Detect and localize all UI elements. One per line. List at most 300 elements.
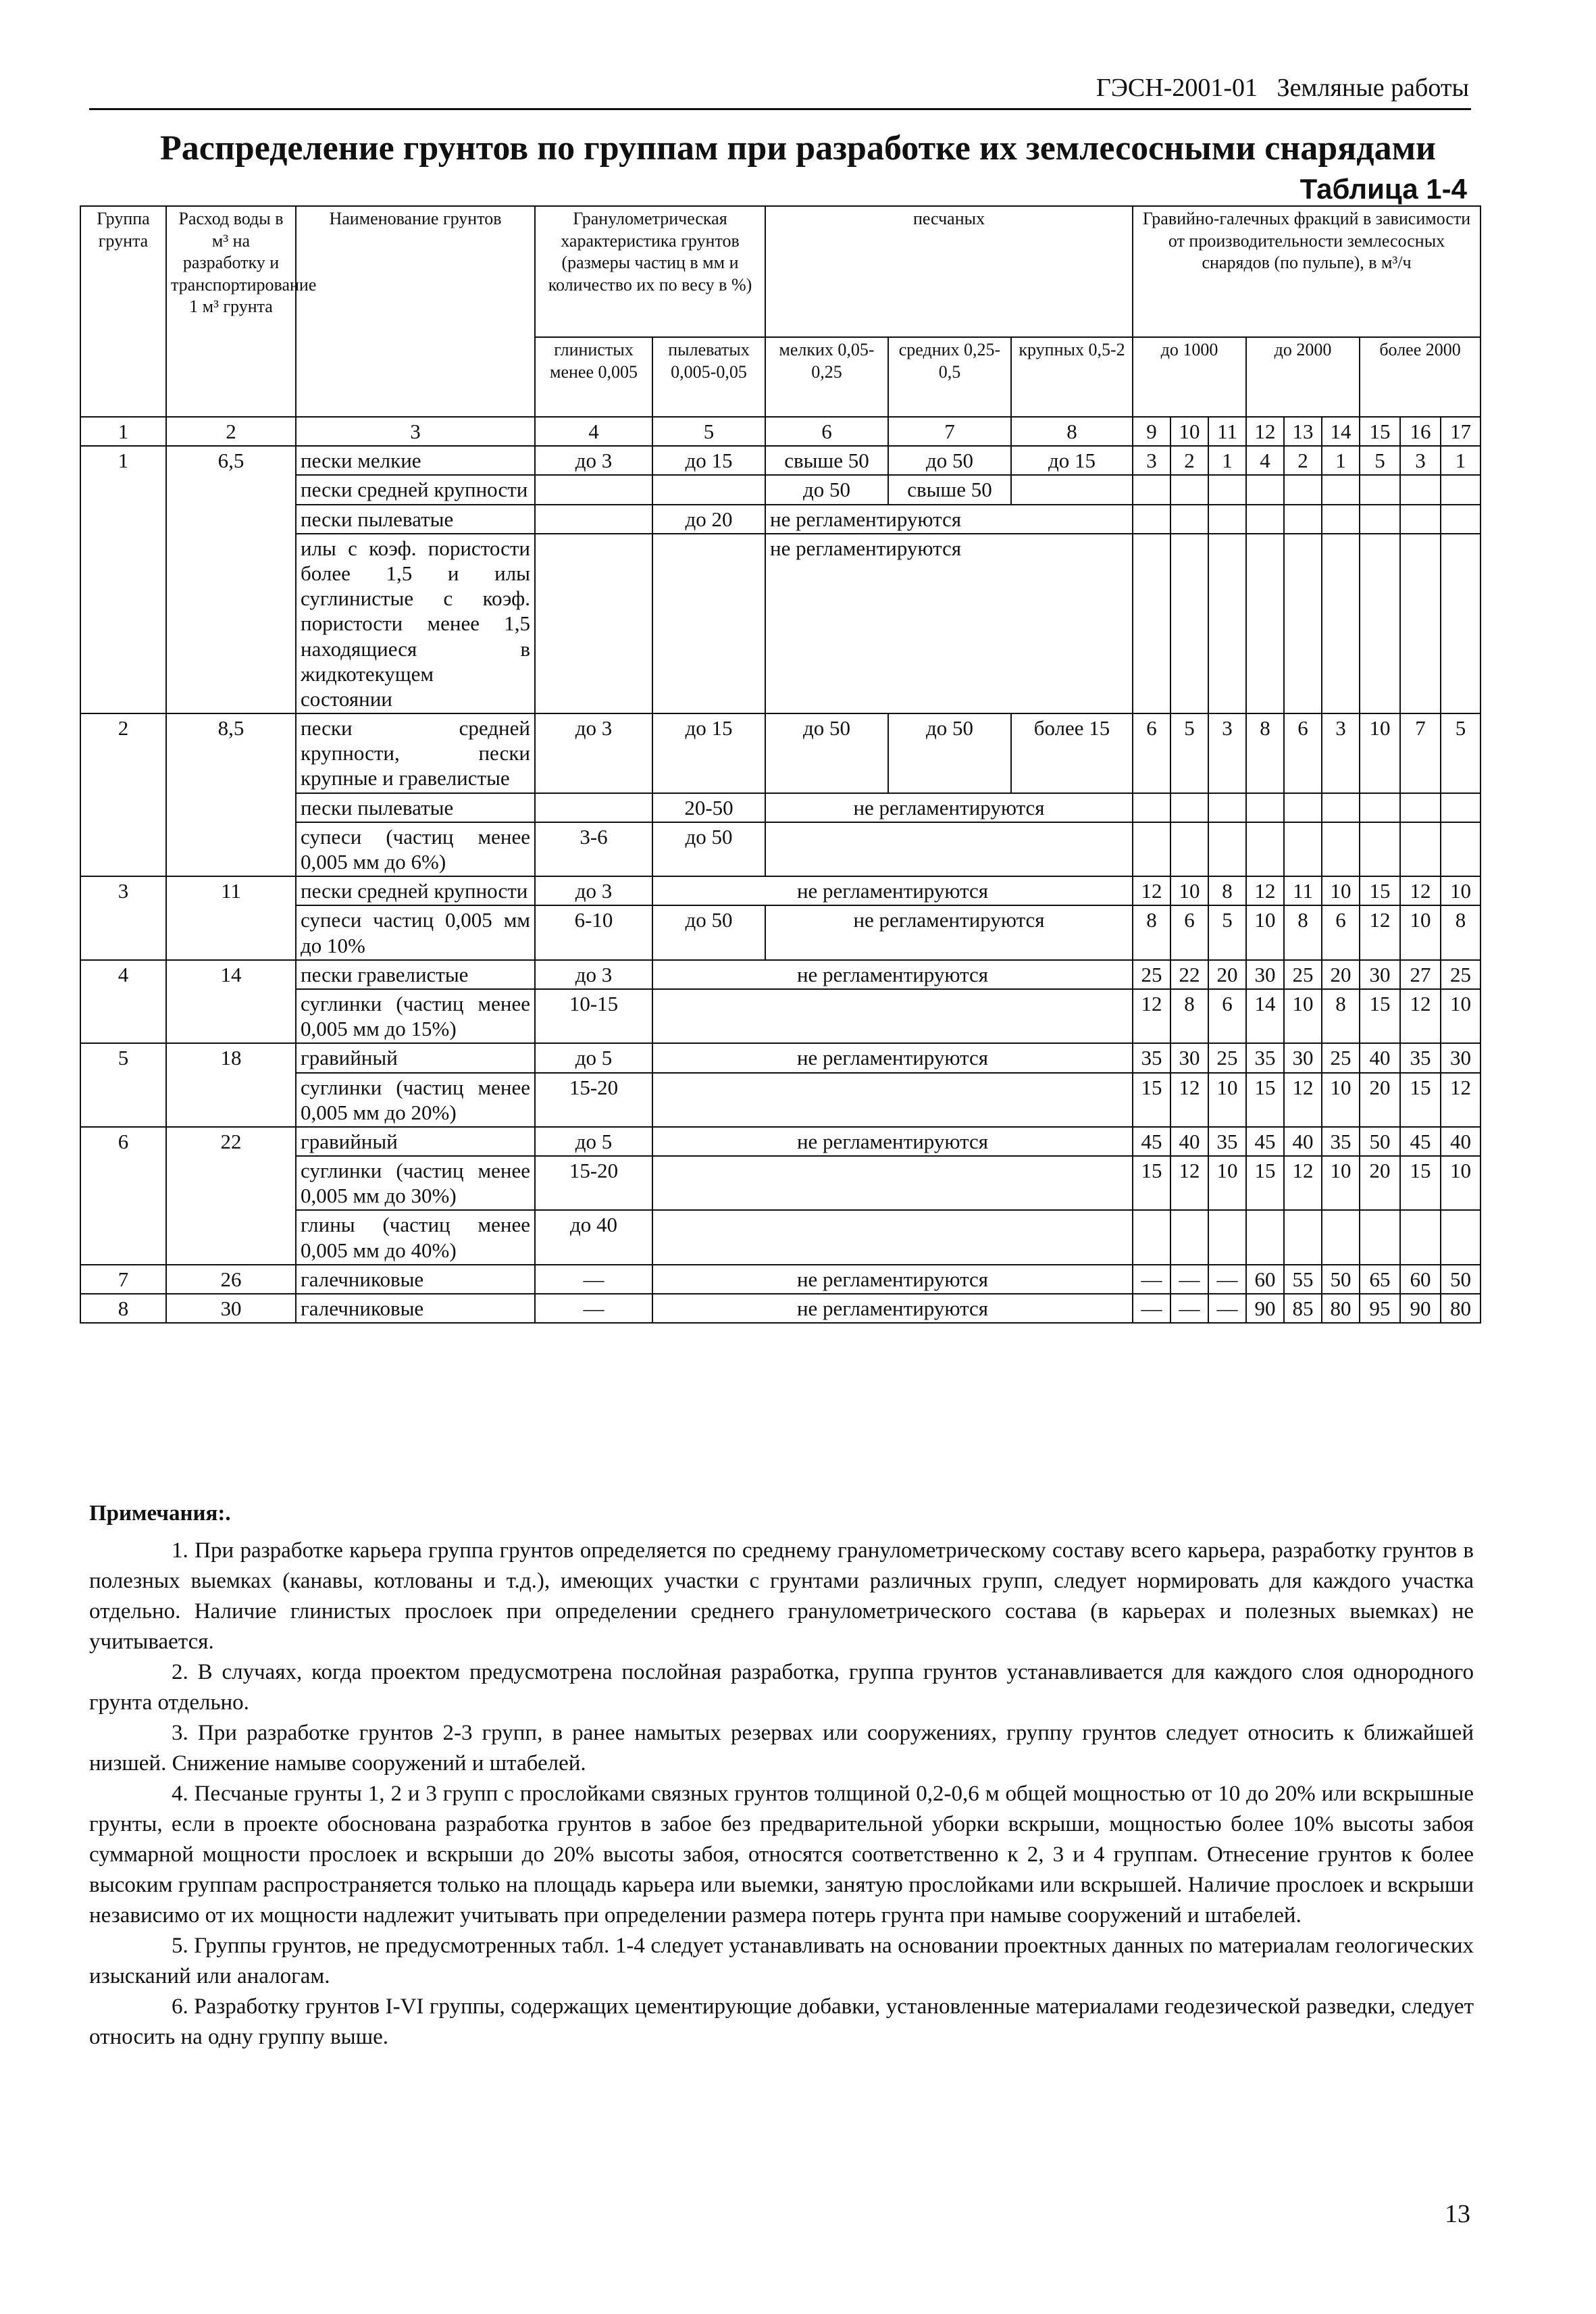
medium-cell: до 50 <box>888 713 1011 793</box>
empty-cell <box>652 1073 1133 1127</box>
value-cell <box>1441 1210 1481 1264</box>
value-cell: 60 <box>1400 1265 1441 1294</box>
value-cell: 45 <box>1246 1127 1284 1156</box>
col-num: 5 <box>652 417 765 446</box>
value-cell: 12 <box>1170 1073 1208 1127</box>
value-cell <box>1360 505 1400 534</box>
value-cell: 7 <box>1400 713 1441 793</box>
notes-section <box>89 1499 1474 2053</box>
value-cell <box>1360 822 1400 876</box>
water-cell: 11 <box>166 876 296 960</box>
value-cell: 8 <box>1284 905 1322 959</box>
value-cell: 35 <box>1133 1043 1170 1072</box>
value-cell: 8 <box>1208 876 1246 905</box>
value-cell <box>1133 475 1170 504</box>
value-cell <box>1284 534 1322 713</box>
medium-cell: свыше 50 <box>888 475 1011 504</box>
value-cell: 12 <box>1441 1073 1481 1127</box>
not-regulated-cell: не регламентируются <box>652 1265 1133 1294</box>
not-regulated-cell: не регламентируются <box>765 505 1133 534</box>
medium-cell: до 50 <box>888 446 1011 475</box>
soil-name: супеси (частиц менее 0,005 мм до 6%) <box>296 822 535 876</box>
th-coarse: крупных 0,5-2 <box>1011 337 1133 417</box>
value-cell: 10 <box>1208 1073 1246 1127</box>
value-cell: 8 <box>1170 989 1208 1043</box>
dust-cell <box>652 534 765 713</box>
value-cell: 50 <box>1441 1265 1481 1294</box>
not-regulated-cell: не регламентируются <box>765 793 1133 822</box>
value-cell: 10 <box>1400 905 1441 959</box>
value-cell: 3 <box>1322 713 1360 793</box>
soil-name: пески гравелистые <box>296 960 535 989</box>
value-cell <box>1441 822 1481 876</box>
value-cell: 20 <box>1208 960 1246 989</box>
value-cell: 1 <box>1441 446 1481 475</box>
value-cell <box>1284 505 1322 534</box>
clay-cell: до 3 <box>535 960 652 989</box>
value-cell: 4 <box>1246 446 1284 475</box>
value-cell: 90 <box>1246 1294 1284 1323</box>
value-cell: 15 <box>1360 989 1400 1043</box>
value-cell: 15 <box>1400 1156 1441 1210</box>
value-cell: 12 <box>1133 989 1170 1043</box>
value-cell <box>1360 793 1400 822</box>
soil-name: пески средней крупности, пески крупные и гравелистые <box>296 713 535 793</box>
value-cell <box>1246 1210 1284 1264</box>
header-rule <box>89 108 1471 110</box>
value-cell: 40 <box>1441 1127 1481 1156</box>
running-header <box>1096 73 1469 103</box>
value-cell: 8 <box>1322 989 1360 1043</box>
value-cell <box>1170 475 1208 504</box>
clay-cell <box>535 534 652 713</box>
th-prod-over-2000: более 2000 <box>1360 337 1481 417</box>
clay-cell: — <box>535 1294 652 1323</box>
value-cell: 20 <box>1322 960 1360 989</box>
value-cell <box>1360 1210 1400 1264</box>
value-cell: 30 <box>1441 1043 1481 1072</box>
value-cell: 30 <box>1360 960 1400 989</box>
soil-name: суглинки (частиц менее 0,005 мм до 20%) <box>296 1073 535 1127</box>
clay-cell: до 5 <box>535 1127 652 1156</box>
value-cell: 60 <box>1246 1265 1284 1294</box>
empty-cell <box>652 989 1133 1043</box>
value-cell <box>1322 793 1360 822</box>
value-cell: 12 <box>1246 876 1284 905</box>
soil-name: илы с коэф. пористости более 1,5 и илы суглинистые с коэф. пористости менее 1,5 находящиеся в жидкотекущем состоянии <box>296 534 535 713</box>
note-paragraph: 4. Песчаные грунты 1, 2 и 3 групп с прослойками связных грунтов толщиной 0,2-0,6 м общей мощностью от 10 до 20% или вскрышные грунты, если в проекте обоснована разработка грунтов в забое без предварительной уборки вскрыши, мощностью более 10% высоты забоя суммарной мощности прослоек и вскрыши до 20% высоты забоя, относятся соответственно к 2, 3 и 4 группам. Отнесение грунтов к более высоким группам распространяется только на площадь карьера или выемки, занятую прослойками или вскрышей. Наличие прослоек и вскрыши независимо от их мощности надлежит учитывать при определении размера потерь грунта при намыве сооружений и штабелей. <box>89 1782 1474 1928</box>
value-cell: 25 <box>1133 960 1170 989</box>
value-cell: 15 <box>1133 1073 1170 1127</box>
value-cell: — <box>1133 1265 1170 1294</box>
value-cell: 25 <box>1284 960 1322 989</box>
th-fine: мелких 0,05-0,25 <box>765 337 888 417</box>
value-cell: 12 <box>1400 876 1441 905</box>
value-cell: 12 <box>1170 1156 1208 1210</box>
value-cell: 10 <box>1441 989 1481 1043</box>
value-cell: 15 <box>1133 1156 1170 1210</box>
note-paragraph: 5. Группы грунтов, не предусмотренных табл. 1-4 следует устанавливать на основании проектных данных по материалам геологических изысканий или аналогам. <box>89 1934 1474 1988</box>
not-regulated-cell: не регламентируются <box>652 876 1133 905</box>
soil-name: суглинки (частиц менее 0,005 мм до 30%) <box>296 1156 535 1210</box>
value-cell: 85 <box>1284 1294 1322 1323</box>
water-cell: 14 <box>166 960 296 1044</box>
value-cell: 15 <box>1246 1073 1284 1127</box>
value-cell <box>1400 822 1441 876</box>
value-cell: 80 <box>1441 1294 1481 1323</box>
value-cell: 1 <box>1322 446 1360 475</box>
value-cell: 12 <box>1400 989 1441 1043</box>
value-cell <box>1441 793 1481 822</box>
col-num: 9 <box>1133 417 1170 446</box>
value-cell: 5 <box>1441 713 1481 793</box>
value-cell: — <box>1208 1294 1246 1323</box>
dust-cell: 20-50 <box>652 793 765 822</box>
col-num: 7 <box>888 417 1011 446</box>
value-cell <box>1170 534 1208 713</box>
value-cell <box>1208 793 1246 822</box>
not-regulated-cell: не регламентируются <box>652 1043 1133 1072</box>
value-cell: 30 <box>1170 1043 1208 1072</box>
th-dust: пылеватых 0,005-0,05 <box>652 337 765 417</box>
empty-cell <box>652 1156 1133 1210</box>
note-paragraph: 2. В случаях, когда проектом предусмотрена послойная разработка, группа грунтов устанавливается для каждого слоя однородного грунта отдельно. <box>89 1660 1474 1715</box>
value-cell <box>1208 505 1246 534</box>
value-cell <box>1441 534 1481 713</box>
soil-name: пески средней крупности <box>296 475 535 504</box>
group-cell: 6 <box>80 1127 166 1265</box>
value-cell: 14 <box>1246 989 1284 1043</box>
th-prod-1000: до 1000 <box>1133 337 1246 417</box>
col-num: 12 <box>1246 417 1284 446</box>
not-regulated-cell: не регламентируются <box>652 960 1133 989</box>
table-row <box>80 960 1481 989</box>
clay-cell: — <box>535 1265 652 1294</box>
value-cell <box>1170 822 1208 876</box>
value-cell <box>1400 534 1441 713</box>
value-cell: 10 <box>1441 1156 1481 1210</box>
value-cell <box>1246 505 1284 534</box>
value-cell <box>1170 505 1208 534</box>
table-row <box>80 1043 1481 1072</box>
value-cell: 3 <box>1208 713 1246 793</box>
value-cell: 27 <box>1400 960 1441 989</box>
note-paragraph: 3. При разработке грунтов 2-3 групп, в ранее намытых резервах или сооружениях, группу грунтов следует относить к ближайшей низшей. Снижение намыве сооружений и штабелей. <box>89 1721 1474 1776</box>
clay-cell: до 3 <box>535 876 652 905</box>
group-cell: 1 <box>80 446 166 713</box>
value-cell: 10 <box>1322 876 1360 905</box>
value-cell <box>1400 505 1441 534</box>
value-cell: 15 <box>1360 876 1400 905</box>
value-cell <box>1322 822 1360 876</box>
fine-cell: до 50 <box>765 713 888 793</box>
value-cell <box>1208 1210 1246 1264</box>
soil-name: пески пылеватые <box>296 793 535 822</box>
value-cell <box>1441 505 1481 534</box>
coarse-cell: более 15 <box>1011 713 1133 793</box>
group-cell: 7 <box>80 1265 166 1294</box>
page-number: 13 <box>1445 2200 1470 2228</box>
table-row <box>80 446 1481 475</box>
value-cell <box>1322 505 1360 534</box>
col-num: 8 <box>1011 417 1133 446</box>
water-cell: 8,5 <box>166 713 296 876</box>
soil-name: пески пылеватые <box>296 505 535 534</box>
value-cell <box>1360 475 1400 504</box>
th-clay: глинистых менее 0,005 <box>535 337 652 417</box>
clay-cell: 10-15 <box>535 989 652 1043</box>
water-cell: 6,5 <box>166 446 296 713</box>
value-cell <box>1208 475 1246 504</box>
value-cell <box>1246 822 1284 876</box>
value-cell: — <box>1133 1294 1170 1323</box>
value-cell <box>1400 793 1441 822</box>
value-cell: 5 <box>1208 905 1246 959</box>
value-cell <box>1284 793 1322 822</box>
value-cell: 10 <box>1322 1073 1360 1127</box>
value-cell <box>1133 822 1170 876</box>
value-cell: 25 <box>1208 1043 1246 1072</box>
table-label: Таблица 1-4 <box>1299 173 1467 205</box>
value-cell: 2 <box>1170 446 1208 475</box>
clay-cell: 6-10 <box>535 905 652 959</box>
group-cell: 8 <box>80 1294 166 1323</box>
water-cell: 30 <box>166 1294 296 1323</box>
notes-title: Примечания:. <box>89 1501 231 1526</box>
value-cell: 40 <box>1170 1127 1208 1156</box>
soil-name: супеси частиц 0,005 мм до 10% <box>296 905 535 959</box>
not-regulated-cell: не регламентируются <box>652 1127 1133 1156</box>
col-num: 3 <box>296 417 535 446</box>
clay-cell: до 5 <box>535 1043 652 1072</box>
value-cell <box>1208 822 1246 876</box>
col-num: 13 <box>1284 417 1322 446</box>
value-cell <box>1133 793 1170 822</box>
value-cell <box>1400 475 1441 504</box>
value-cell: 6 <box>1133 713 1170 793</box>
soil-name: глины (частиц менее 0,005 мм до 40%) <box>296 1210 535 1264</box>
not-regulated-cell: не регламентируются <box>652 1294 1133 1323</box>
value-cell: 55 <box>1284 1265 1322 1294</box>
fine-cell: до 50 <box>765 475 888 504</box>
value-cell: 22 <box>1170 960 1208 989</box>
soil-name: пески средней крупности <box>296 876 535 905</box>
value-cell <box>1322 1210 1360 1264</box>
value-cell: 45 <box>1400 1127 1441 1156</box>
col-num: 14 <box>1322 417 1360 446</box>
col-num: 15 <box>1360 417 1400 446</box>
dust-cell: до 50 <box>652 822 765 876</box>
th-gravel: Гравийно-галечных фракций в зависимости от производительности землесосных снарядов (по пульпе), в м³/ч <box>1133 206 1481 337</box>
group-cell: 4 <box>80 960 166 1044</box>
value-cell: 1 <box>1208 446 1246 475</box>
group-cell: 3 <box>80 876 166 960</box>
value-cell: 2 <box>1284 446 1322 475</box>
table-row <box>80 876 1481 905</box>
group-cell: 2 <box>80 713 166 876</box>
dust-cell: до 15 <box>652 713 765 793</box>
value-cell: 12 <box>1133 876 1170 905</box>
empty-cell <box>765 822 1133 876</box>
soil-name: гравийный <box>296 1127 535 1156</box>
value-cell <box>1322 534 1360 713</box>
value-cell: — <box>1208 1265 1246 1294</box>
value-cell: 5 <box>1360 446 1400 475</box>
value-cell: 6 <box>1208 989 1246 1043</box>
value-cell: 8 <box>1246 713 1284 793</box>
clay-cell: 15-20 <box>535 1156 652 1210</box>
value-cell: 11 <box>1284 876 1322 905</box>
value-cell <box>1284 475 1322 504</box>
fine-cell: свыше 50 <box>765 446 888 475</box>
dust-cell: до 15 <box>652 446 765 475</box>
value-cell: 95 <box>1360 1294 1400 1323</box>
not-regulated-cell: не регламентируются <box>765 905 1133 959</box>
value-cell: 5 <box>1170 713 1208 793</box>
value-cell: 50 <box>1322 1265 1360 1294</box>
value-cell: 30 <box>1284 1043 1322 1072</box>
value-cell: 10 <box>1170 876 1208 905</box>
value-cell: 12 <box>1284 1073 1322 1127</box>
soil-name: пески мелкие <box>296 446 535 475</box>
value-cell: 3 <box>1133 446 1170 475</box>
value-cell: 10 <box>1441 876 1481 905</box>
value-cell: 10 <box>1208 1156 1246 1210</box>
value-cell: 40 <box>1360 1043 1400 1072</box>
value-cell: 65 <box>1360 1265 1400 1294</box>
clay-cell: до 40 <box>535 1210 652 1264</box>
th-group: Группа грунта <box>80 206 166 417</box>
value-cell: 35 <box>1400 1043 1441 1072</box>
value-cell: 35 <box>1322 1127 1360 1156</box>
value-cell <box>1246 475 1284 504</box>
value-cell <box>1208 534 1246 713</box>
clay-cell: 15-20 <box>535 1073 652 1127</box>
value-cell: 15 <box>1400 1073 1441 1127</box>
value-cell <box>1170 1210 1208 1264</box>
value-cell: 10 <box>1360 713 1400 793</box>
dust-cell <box>652 475 765 504</box>
col-num: 11 <box>1208 417 1246 446</box>
value-cell: — <box>1170 1265 1208 1294</box>
value-cell: 40 <box>1284 1127 1322 1156</box>
value-cell <box>1133 1210 1170 1264</box>
doc-code: ГЭСН-2001-01 <box>1096 74 1258 102</box>
clay-cell <box>535 505 652 534</box>
value-cell: 8 <box>1133 905 1170 959</box>
value-cell: — <box>1170 1294 1208 1323</box>
th-name: Наименование грунтов <box>296 206 535 417</box>
value-cell: 6 <box>1284 713 1322 793</box>
th-prod-2000: до 2000 <box>1246 337 1360 417</box>
doc-section: Земляные работы <box>1277 74 1469 102</box>
value-cell: 30 <box>1246 960 1284 989</box>
col-num: 4 <box>535 417 652 446</box>
clay-cell: до 3 <box>535 713 652 793</box>
th-granulo: Гранулометрическая характеристика грунтов (размеры частиц в мм и количество их по весу в %) <box>535 206 765 337</box>
value-cell: 10 <box>1246 905 1284 959</box>
value-cell: 25 <box>1322 1043 1360 1072</box>
value-cell <box>1360 534 1400 713</box>
value-cell: 10 <box>1284 989 1322 1043</box>
table-row <box>80 1294 1481 1323</box>
value-cell <box>1284 822 1322 876</box>
value-cell: 25 <box>1441 960 1481 989</box>
soil-name: галечниковые <box>296 1265 535 1294</box>
clay-cell: до 3 <box>535 446 652 475</box>
dust-cell: до 20 <box>652 505 765 534</box>
note-paragraph: 6. Разработку грунтов I-VI группы, содержащих цементирующие добавки, установленные материалами геодезической разведки, следует относить на одну группу выше. <box>89 1994 1474 2049</box>
table-row <box>80 713 1481 793</box>
value-cell: 6 <box>1322 905 1360 959</box>
value-cell: 12 <box>1284 1156 1322 1210</box>
th-water: Расход воды в м³ на разработку и транспортирование 1 м³ грунта <box>166 206 296 417</box>
table-row <box>80 1127 1481 1156</box>
column-numbers-row <box>80 417 1481 446</box>
col-num: 6 <box>765 417 888 446</box>
value-cell: 15 <box>1246 1156 1284 1210</box>
col-num: 2 <box>166 417 296 446</box>
clay-cell <box>535 793 652 822</box>
value-cell: 6 <box>1170 905 1208 959</box>
clay-cell: 3-6 <box>535 822 652 876</box>
clay-cell <box>535 475 652 504</box>
value-cell <box>1246 793 1284 822</box>
value-cell: 3 <box>1400 446 1441 475</box>
group-cell: 5 <box>80 1043 166 1127</box>
not-regulated-cell: не регламентируются <box>765 534 1133 713</box>
table-row <box>80 1265 1481 1294</box>
value-cell: 10 <box>1322 1156 1360 1210</box>
value-cell <box>1133 534 1170 713</box>
col-num: 10 <box>1170 417 1208 446</box>
value-cell <box>1246 534 1284 713</box>
soil-name: галечниковые <box>296 1294 535 1323</box>
value-cell: 20 <box>1360 1073 1400 1127</box>
value-cell: 35 <box>1246 1043 1284 1072</box>
value-cell <box>1400 1210 1441 1264</box>
col-num: 17 <box>1441 417 1481 446</box>
soil-name: гравийный <box>296 1043 535 1072</box>
soil-name: суглинки (частиц менее 0,005 мм до 15%) <box>296 989 535 1043</box>
value-cell: 80 <box>1322 1294 1360 1323</box>
note-paragraph: 1. При разработке карьера группа грунтов определяется по среднему гранулометрическому составу всего карьера, разработку грунтов в полезных выемках (канавы, котлованы и т.д.), имеющих участки с грунтами различных групп, следует нормировать для каждого участка отдельно. Наличие глинистых прослоек при определении среднего гранулометрического состава (в карьерах и полезных выемках) не учитывается. <box>89 1538 1474 1654</box>
value-cell: 12 <box>1360 905 1400 959</box>
water-cell: 18 <box>166 1043 296 1127</box>
value-cell: 20 <box>1360 1156 1400 1210</box>
col-num: 1 <box>80 417 166 446</box>
value-cell: 45 <box>1133 1127 1170 1156</box>
soil-groups-table <box>80 205 1481 1324</box>
coarse-cell: до 15 <box>1011 446 1133 475</box>
value-cell <box>1441 475 1481 504</box>
page-title: Распределение грунтов по группам при разработке их землесосными снарядами <box>160 129 1436 168</box>
value-cell: 35 <box>1208 1127 1246 1156</box>
th-sandy: песчаных <box>765 206 1133 337</box>
value-cell: 50 <box>1360 1127 1400 1156</box>
dust-cell: до 50 <box>652 905 765 959</box>
water-cell: 26 <box>166 1265 296 1294</box>
col-num: 16 <box>1400 417 1441 446</box>
value-cell <box>1284 1210 1322 1264</box>
value-cell <box>1322 475 1360 504</box>
coarse-cell <box>1011 475 1133 504</box>
value-cell: 90 <box>1400 1294 1441 1323</box>
water-cell: 22 <box>166 1127 296 1265</box>
th-medium: средних 0,25-0,5 <box>888 337 1011 417</box>
empty-cell <box>652 1210 1133 1264</box>
value-cell: 8 <box>1441 905 1481 959</box>
